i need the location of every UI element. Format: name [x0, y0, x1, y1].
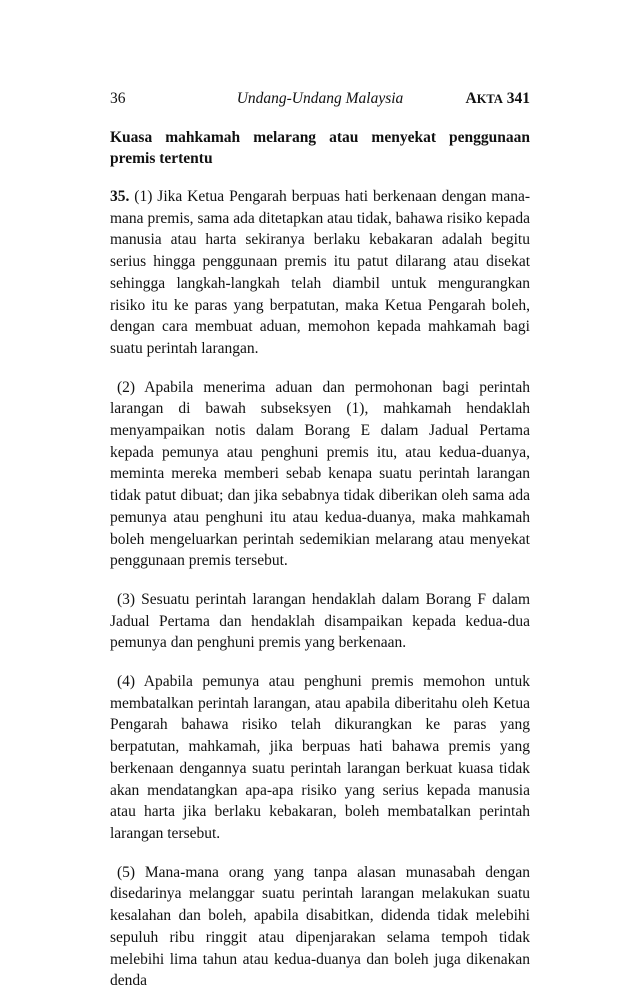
subsection-1-text: (1) Jika Ketua Pengarah berpuas hati berkenaan dengan mana-mana premis, sama ada ditetapkan atau tidak, bahawa risiko kepada manusia atau harta sekiranya berlaku kebakaran adalah begitu serius hingga penggunaan premis itu patut dilarang atau disekat sehingga langkah-langkah telah diambil untuk mengurangkan risiko itu ke paras yang berpatutan, maka Ketua Pengarah boleh, dengan cara membuat aduan, memohon kepada mahkamah bagi suatu perintah larangan. — [110, 188, 530, 357]
document-page — [110, 88, 530, 992]
section-number: 35. — [110, 188, 130, 205]
subsection-2: (2) Apabila menerima aduan dan permohonan bagi perintah larangan di bawah subseksyen (1), mahkamah hendaklah menyampaikan notis dalam Borang E dalam Jadual Pertama kepada pemunya atau penghuni premis itu, atau kedua-duanya, meminta mereka memberi sebab kenapa suatu perintah larangan tidak patut dibuat; dan jika sebabnya tidak diberikan oleh sama ada pemunya atau penghuni itu atau kedua-duanya, maka mahkamah boleh mengeluarkan perintah sedemikian melarang atau menyekat penggunaan premis tersebut. — [110, 378, 530, 570]
running-title: Undang-Undang Malaysia — [236, 90, 404, 107]
act-label — [466, 88, 531, 110]
act-label-prefix: A — [465, 90, 477, 107]
section-heading: Kuasa mahkamah melarang atau menyekat penggunaan premis tertentu — [110, 129, 530, 167]
page-number: 36 — [110, 90, 126, 107]
subsection-1 — [110, 186, 530, 360]
act-label-number: 341 — [502, 90, 530, 107]
subsection-3: (3) Sesuatu perintah larangan hendaklah dalam Borang F dalam Jadual Pertama dan hendaklah disampaikan kepada kedua-dua pemunya dan penghuni premis yang berkenaan. — [110, 590, 530, 652]
act-label-smallcaps: KTA — [476, 92, 503, 106]
subsection-4: (4) Apabila pemunya atau penghuni premis memohon untuk membatalkan perintah larangan, atau apabila diberitahu oleh Ketua Pengarah bahawa risiko telah dikurangkan ke paras yang berpatutan, mahkamah, jika berpuas hati bahawa premis yang berkenaan dengannya suatu perintah larangan berkuat kuasa tidak akan mendatangkan apa-apa risiko yang serius kepada manusia atau harta jika berlaku kebakaran, boleh membatalkan perintah larangan tersebut. — [110, 673, 530, 842]
running-header — [110, 88, 530, 110]
subsection-5: (5) Mana-mana orang yang tanpa alasan munasabah dengan disedarinya melanggar suatu perintah larangan melakukan suatu kesalahan dan boleh, apabila disabitkan, didenda tidak melebihi sepuluh ribu ringgit atau dipenjarakan selama tempoh tidak melebihi lima tahun atau kedua-duanya dan boleh juga dikenakan denda — [110, 863, 530, 990]
